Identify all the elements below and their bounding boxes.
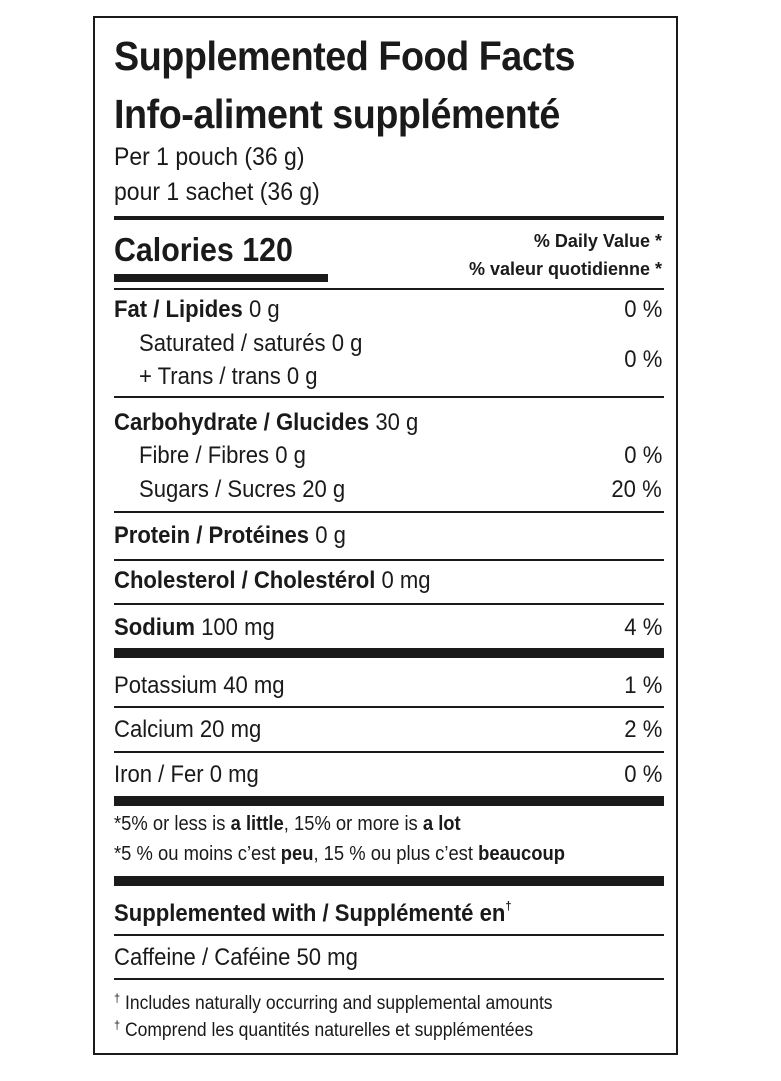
footnote-french: *5 % ou moins c’est peu, 15 % ou plus c’est beaucoup [114,843,566,865]
fibre-dv: 0 % [623,442,662,469]
asterisk-icon: * [654,259,662,279]
asterisk-icon: * [654,231,662,251]
carbohydrate-row [114,411,418,435]
calories-underline [114,274,328,282]
iron-label: Iron / Fer [114,761,204,788]
sugars-label: Sugars / Sucres [139,476,297,503]
calories-value: 120 [242,231,293,268]
sugars-row [139,478,345,502]
sodium-row [114,616,275,640]
serving-size-french: pour 1 sachet (36 g) [114,178,320,206]
trans-label: + Trans / trans [139,363,281,390]
cholesterol-amount: 0 mg [381,567,431,594]
fat-dv: 0 % [623,296,662,323]
sodium-dv: 4 % [623,614,662,641]
calcium-dv: 2 % [623,716,662,743]
sugars-dv: 20 % [611,476,662,503]
rule-after-cholesterol [114,603,664,605]
caffeine-row: Caffeine / Caféine 50 mg [114,944,358,971]
saturated-trans-dv: 0 % [623,346,662,373]
iron-dv: 0 % [623,761,662,788]
carbohydrate-label: Carbohydrate / Glucides [114,409,370,436]
daily-value-header-english: % Daily Value * [533,231,662,251]
potassium-dv: 1 % [623,672,662,699]
sodium-label: Sodium [114,614,195,641]
trans-amount: 0 g [286,363,318,390]
fibre-amount: 0 g [275,442,306,469]
rule-after-footnotes [114,876,664,886]
daily-value-header-french: % valeur quotidienne * [468,259,662,279]
rule-after-protein [114,559,664,561]
rule-after-potassium [114,706,664,708]
iron-row [114,763,259,787]
protein-label: Protein / Protéines [114,522,310,549]
cholesterol-label: Cholesterol / Cholestérol [114,567,376,594]
title-french: Info-aliment supplémenté [114,91,560,137]
dagger-icon: † [114,1018,121,1032]
title-english: Supplemented Food Facts [114,33,575,79]
carbohydrate-amount: 30 g [375,409,419,436]
rule-after-sodium [114,648,664,658]
rule-after-fat [114,396,664,398]
protein-amount: 0 g [315,522,346,549]
supplemented-header: Supplemented with / Supplémenté en† [114,899,512,927]
dagger-note-french: † Comprend les quantités naturelles et supplémentées [114,1018,534,1041]
footnote-english: *5% or less is a little, 15% or more is a lot [114,813,461,835]
fibre-label: Fibre / Fibres [139,442,270,469]
sugars-amount: 20 g [302,476,346,503]
trans-row [139,365,318,389]
rule-after-iron [114,796,664,806]
saturated-amount: 0 g [331,330,363,357]
calcium-row [114,718,261,742]
protein-row [114,524,346,548]
potassium-row [114,674,285,698]
saturated-row [139,332,362,356]
cholesterol-row [114,569,431,593]
dagger-icon: † [114,991,121,1005]
rule-after-calories [114,288,664,290]
fat-label: Fat / Lipides [114,296,243,323]
potassium-label: Potassium [114,672,218,699]
fat-row [114,298,280,322]
calcium-amount: 20 mg [199,716,262,743]
calories-label: Calories [114,231,234,268]
rule-after-serving [114,216,664,220]
sodium-amount: 100 mg [201,614,275,641]
dagger-icon: † [505,899,512,913]
iron-amount: 0 mg [209,761,259,788]
calcium-label: Calcium [114,716,194,743]
rule-after-caffeine [114,978,664,980]
asterisk-icon: * [114,843,122,865]
fibre-row [139,444,306,468]
asterisk-icon: * [114,813,122,835]
rule-after-supplemented-header [114,934,664,936]
rule-after-calcium [114,751,664,753]
nutrition-facts-table [93,16,678,1055]
dagger-note-english: † Includes naturally occurring and supplemental amounts [114,991,553,1014]
serving-size-english: Per 1 pouch (36 g) [114,143,305,171]
rule-after-carbohydrate [114,511,664,513]
saturated-label: Saturated / saturés [139,330,326,357]
potassium-amount: 40 mg [223,672,285,699]
calories-row [114,233,293,266]
fat-amount: 0 g [248,296,280,323]
